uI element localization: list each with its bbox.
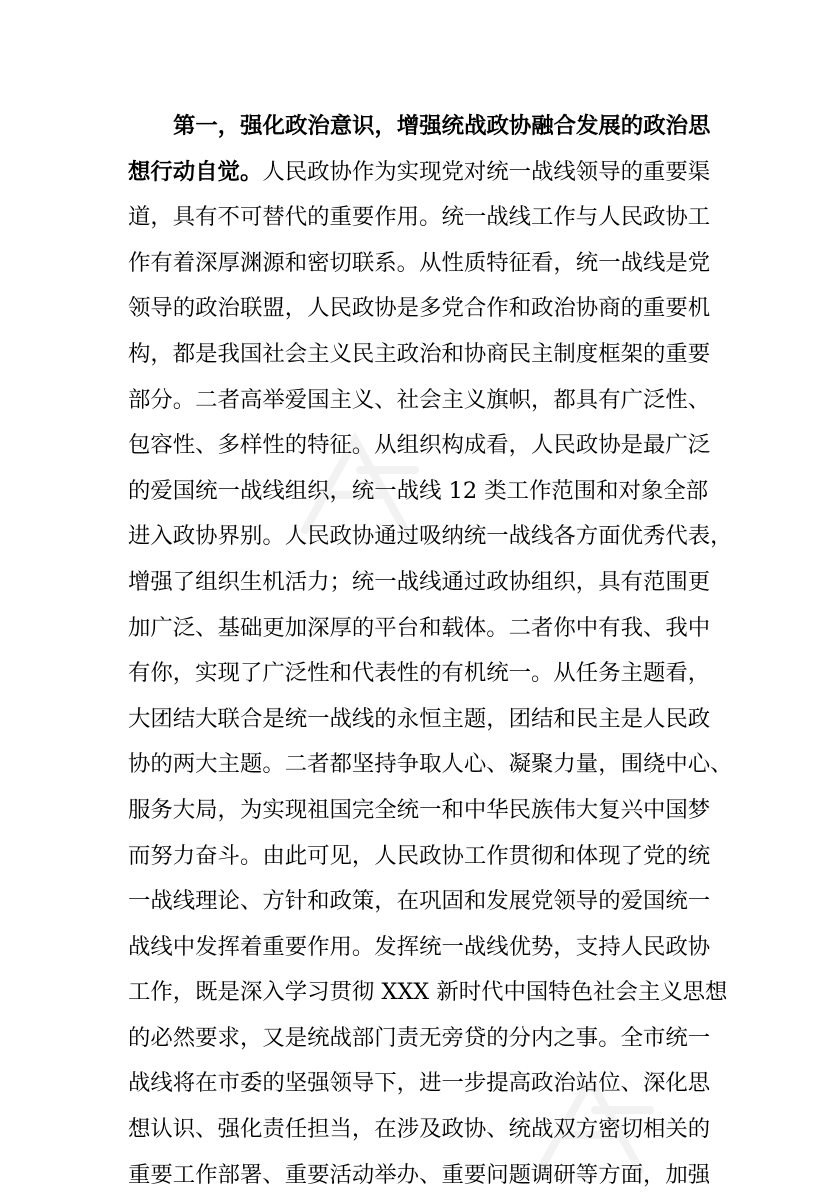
- paragraph-line: 加广泛、基础更加深厚的平台和载体。二者你中有我、我中: [128, 614, 711, 641]
- paragraph-line: 的必然要求，又是统战部门责无旁贷的分内之事。全市统一: [128, 1024, 711, 1051]
- paragraph-line: 协的两大主题。二者都坚持争取人心、凝聚力量，围绕中心、: [128, 751, 733, 778]
- paragraph-line: 构，都是我国社会主义民主政治和协商民主制度框架的重要: [128, 340, 711, 367]
- paragraph-line: 的爱国统一战线组织，统一战线 12 类工作范围和对象全部: [128, 477, 709, 504]
- paragraph-line: 增强了组织生机活力；统一战线通过政协组织，具有范围更: [128, 568, 711, 595]
- paragraph-line: 有你，实现了广泛性和代表性的有机统一。从任务主题看，: [128, 660, 711, 687]
- paragraph-line: 服务大局，为实现祖国完全统一和中华民族伟大复兴中国梦: [128, 796, 711, 823]
- paragraph-text: 人民政协作为实现党对统一战线领导的重要渠: [262, 158, 711, 185]
- paragraph-line: 包容性、多样性的特征。从组织构成看，人民政协是最广泛: [128, 432, 711, 459]
- paragraph-line: 而努力奋斗。由此可见，人民政协工作贯彻和体现了党的统: [128, 842, 711, 869]
- section-heading-end: 想行动自觉。: [128, 158, 263, 185]
- document-body: [128, 104, 733, 1198]
- paragraph-line: 部分。二者高举爱国主义、社会主义旗帜，都具有广泛性、: [128, 386, 711, 413]
- paragraph-line: 战线中发挥着重要作用。发挥统一战线优势，支持人民政协: [128, 933, 711, 960]
- paragraph-line: 作有着深厚渊源和密切联系。从性质特征看，统一战线是党: [128, 249, 711, 276]
- paragraph-line: 一战线理论、方针和政策，在巩固和发展党领导的爱国统一: [128, 888, 711, 915]
- paragraph-line: 道，具有不可替代的重要作用。统一战线工作与人民政协工: [128, 204, 711, 231]
- paragraph-line: 工作，既是深入学习贯彻 XXX 新时代中国特色社会主义思想: [128, 979, 728, 1006]
- paragraph-line: 领导的政治联盟，人民政协是多党合作和政治协商的重要机: [128, 295, 711, 322]
- paragraph-line: 大团结大联合是统一战线的永恒主题，团结和民主是人民政: [128, 705, 711, 732]
- paragraph-line: 重要工作部署、重要活动举办、重要问题调研等方面，加强: [128, 1161, 711, 1188]
- paragraph-line: 战线将在市委的坚强领导下，进一步提高政治站位、深化思: [128, 1070, 711, 1097]
- paragraph-line: 进入政协界别。人民政协通过吸纳统一战线各方面优秀代表，: [128, 523, 733, 550]
- paragraph-line: 想认识、强化责任担当，在涉及政协、统战双方密切相关的: [128, 1116, 711, 1143]
- paragraph-line: [128, 150, 711, 196]
- section-heading: 第一，强化政治意识，增强统战政协融合发展的政治思: [173, 113, 711, 139]
